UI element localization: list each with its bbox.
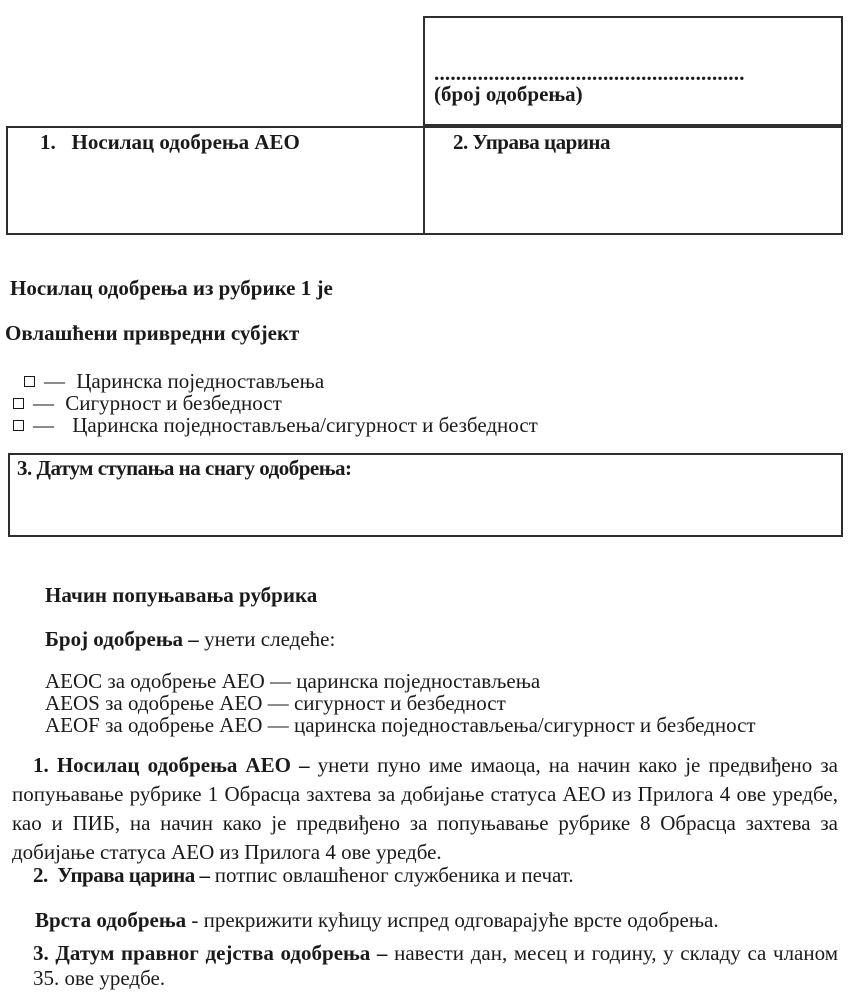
authorization-number-fill-line: ......................................................... (434, 65, 745, 82)
paragraph-date-text: навести дан, месец и годину, у складу са чланом 35. ове уредбе. (33, 941, 838, 990)
effective-date-label: 3. Датум ступања на снагу одобрења: (17, 456, 352, 480)
holder-customs-table (6, 126, 843, 235)
code-line-aeof: AEOF за одобрење АЕО — царинска поједностављења/сигурност и безбедност (45, 713, 756, 737)
paragraph-customs-lead: 2. Управа царина – (33, 863, 210, 887)
paragraph-customs-instruction (33, 864, 574, 887)
paragraph-date-instruction (33, 941, 838, 991)
paragraph-customs-text: потпис овлашћеног службеника и печат. (214, 863, 574, 887)
option-row-combined (13, 414, 538, 436)
option-dash: — (33, 413, 54, 437)
paragraph-holder-lead: 1. Носилац одобрења АЕО – (33, 753, 310, 777)
authorization-code-list (45, 670, 756, 736)
table-cell-customs (425, 128, 841, 233)
checkbox-icon[interactable] (13, 398, 24, 409)
paragraph-type-text: - прекрижити кућицу испред одговарајуће врсте одобрења. (191, 908, 719, 932)
instructions-title: Начин попуњавања рубрика (45, 583, 318, 607)
customs-cell-label: 2. Управа царина (453, 130, 611, 154)
subject-title: Овлашћени привредни субјект (5, 321, 300, 345)
paragraph-holder-instruction (12, 751, 838, 867)
option-row-security-safety (13, 392, 538, 414)
paragraph-type-lead: Врста одобрења (35, 908, 187, 932)
checkbox-icon[interactable] (13, 420, 24, 431)
holder-intro-text: Носилац одобрења из рубрике 1 је (10, 276, 333, 300)
authorization-number-box (423, 16, 843, 126)
option-dash: — (33, 391, 54, 415)
code-line-aeoc: AEOC за одобрење АЕО — царинска поједностављења (45, 669, 541, 693)
code-line-aeos: AEOS за одобрење АЕО — сигурност и безбедност (45, 691, 506, 715)
number-instruction-line (45, 628, 335, 651)
number-instruction-text: унети следеће: (204, 627, 336, 651)
option-dash: — (44, 369, 65, 393)
option-label: Царинска поједностављења (76, 369, 325, 393)
effective-date-box (8, 453, 843, 537)
option-label: Царинска поједностављења/сигурност и безбедност (72, 413, 538, 437)
option-label: Сигурност и безбедност (65, 391, 282, 415)
number-instruction-lead: Број одобрења – (45, 627, 199, 651)
paragraph-holder-text: унети пуно име имаоца, на начин како је предвиђено за попуњавање рубрике 1 Обрасца захтева за добијање статуса АЕО из Прилога 4 ове уредбе, као и ПИБ, на начин како је предвиђено за попуњавање рубрике 8 Обрасца захтева за добијање статуса АЕО из Прилога 4 ове уредбе. (12, 753, 838, 864)
paragraph-date-lead: 3. Датум правног дејства одобрења – (33, 941, 388, 965)
paragraph-type-instruction (35, 909, 719, 932)
table-cell-holder (8, 128, 425, 233)
authorization-number-caption: (број одобрења) (434, 82, 583, 106)
holder-cell-label: 1. Носилац одобрења АЕО (40, 130, 300, 154)
option-row-customs-simplifications (24, 370, 538, 392)
checkbox-icon[interactable] (24, 376, 35, 387)
authorization-type-options (0, 370, 538, 436)
